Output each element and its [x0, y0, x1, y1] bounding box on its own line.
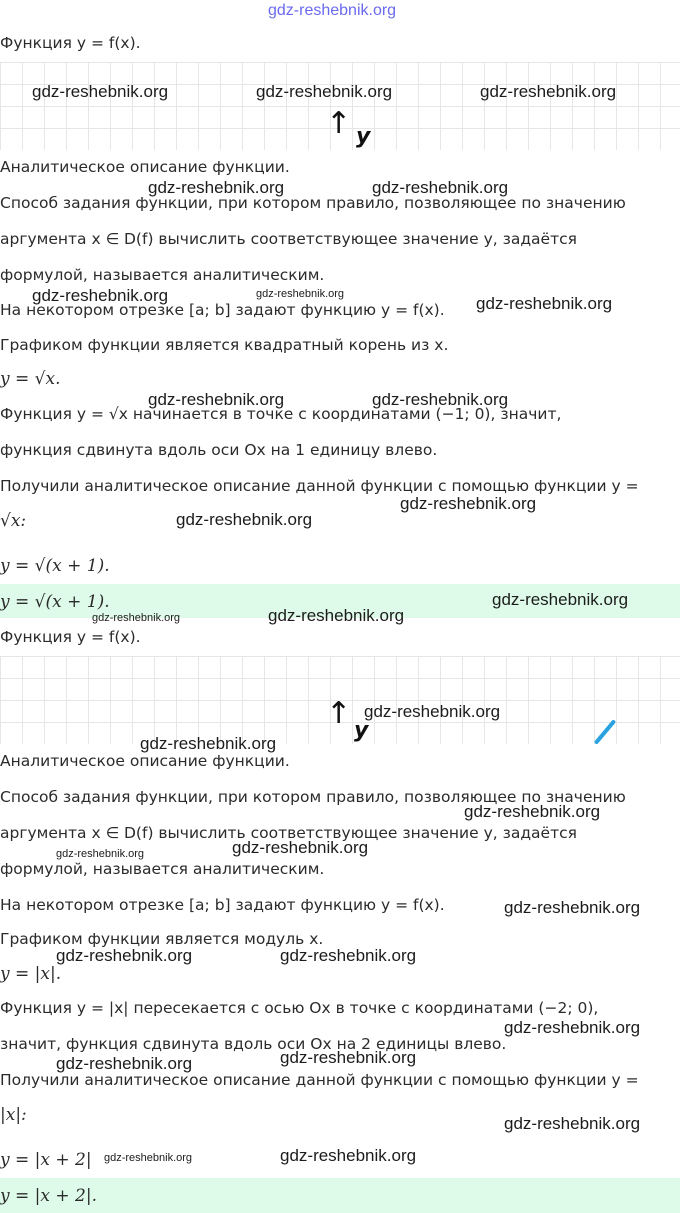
- section1-paragraph4-line2: функция сдвинута вдоль оси Ox на 1 единицу влево.: [0, 441, 438, 459]
- section2-paragraph1-line1: Способ задания функции, при котором правило, позволяющее по значению: [0, 788, 626, 806]
- y-axis-arrow-icon: ↑: [326, 106, 352, 141]
- watermark: gdz-reshebnik.org: [32, 82, 169, 101]
- watermark: gdz-reshebnik.org: [480, 82, 617, 101]
- watermark: gdz-reshebnik.org: [504, 1114, 641, 1133]
- section2-answer-box: [0, 1178, 680, 1213]
- section1-paragraph5-line1: Получили аналитическое описание данной функции с помощью функции y =: [0, 477, 639, 495]
- section1-paragraph2: На некотором отрезке [a; b] задают функцию y = f(x).: [0, 301, 445, 319]
- watermark: gdz-reshebnik.org: [32, 286, 169, 305]
- watermark: gdz-reshebnik.org: [140, 734, 277, 753]
- watermark: gdz-reshebnik.org: [280, 1048, 417, 1067]
- watermark: gdz-reshebnik.org: [504, 1018, 641, 1037]
- section1-paragraph3: Графиком функции является квадратный корень из x.: [0, 336, 449, 354]
- watermark: gdz-reshebnik.org: [176, 510, 313, 529]
- graph-fragment-2: [0, 656, 680, 744]
- watermark: gdz-reshebnik.org: [268, 2, 397, 19]
- y-axis-arrow-icon: ↑: [326, 696, 352, 731]
- watermark: gdz-reshebnik.org: [476, 294, 613, 313]
- section1-paragraph1-line2: аргумента x ∈ D(f) вычислить соответствующее значение y, задаётся: [0, 230, 577, 248]
- section2-answer: y = |x + 2|.: [0, 1186, 97, 1206]
- section2-paragraph5-line1: Получили аналитическое описание данной функции с помощью функции y =: [0, 1071, 639, 1089]
- section2-paragraph1-line3: формулой, называется аналитическим.: [0, 860, 325, 878]
- watermark: gdz-reshebnik.org: [256, 82, 393, 101]
- section1-answer: y = √(x + 1).: [0, 592, 110, 612]
- watermark: gdz-reshebnik.org: [256, 288, 345, 300]
- watermark: gdz-reshebnik.org: [56, 1054, 193, 1073]
- section2-heading: Функция y = f(x).: [0, 628, 141, 646]
- watermark: gdz-reshebnik.org: [464, 802, 601, 821]
- section2-paragraph5-line2: |x|:: [0, 1105, 27, 1125]
- watermark: gdz-reshebnik.org: [280, 1146, 417, 1165]
- section1-equation1: y = √x.: [0, 369, 61, 389]
- section2-paragraph2: На некотором отрезке [a; b] задают функцию y = f(x).: [0, 896, 445, 914]
- section1-paragraph1-line3: формулой, называется аналитическим.: [0, 266, 325, 284]
- watermark: gdz-reshebnik.org: [280, 946, 417, 965]
- section1-paragraph4-line1: Функция y = √x начинается в точке с координатами (−1; 0), значит,: [0, 405, 562, 423]
- graph-fragment-1: [0, 62, 680, 150]
- graph-line-stroke: [594, 719, 616, 744]
- watermark: gdz-reshebnik.org: [400, 494, 537, 513]
- watermark: gdz-reshebnik.org: [492, 590, 629, 609]
- watermark: gdz-reshebnik.org: [372, 178, 509, 197]
- section1-subheading: Аналитическое описание функции.: [0, 158, 290, 176]
- section1-paragraph1-line1: Способ задания функции, при котором правило, позволяющее по значению: [0, 194, 626, 212]
- watermark: gdz-reshebnik.org: [148, 390, 285, 409]
- section2-subheading: Аналитическое описание функции.: [0, 752, 290, 770]
- watermark: gdz-reshebnik.org: [364, 702, 501, 721]
- section1-paragraph5-line2: √x:: [0, 511, 27, 531]
- section2-paragraph4-line1: Функция y = |x| пересекается с осью Ox в точке с координатами (−2; 0),: [0, 999, 599, 1017]
- section2-paragraph3: Графиком функции является модуль x.: [0, 930, 324, 948]
- watermark: gdz-reshebnik.org: [56, 848, 145, 860]
- watermark: gdz-reshebnik.org: [56, 946, 193, 965]
- watermark: gdz-reshebnik.org: [504, 898, 641, 917]
- watermark: gdz-reshebnik.org: [232, 838, 369, 857]
- section2-paragraph1-line2: аргумента x ∈ D(f) вычислить соответствующее значение y, задаётся: [0, 824, 577, 842]
- section2-paragraph4-line2: значит, функция сдвинута вдоль оси Ox на 2 единицы влево.: [0, 1035, 507, 1053]
- section1-heading: Функция y = f(x).: [0, 34, 141, 52]
- watermark: gdz-reshebnik.org: [372, 390, 509, 409]
- axis-label: y: [354, 718, 369, 743]
- watermark: gdz-reshebnik.org: [148, 178, 285, 197]
- section2-equation2: y = |x + 2|: [0, 1150, 92, 1170]
- section1-equation2: y = √(x + 1).: [0, 556, 110, 576]
- watermark: gdz-reshebnik.org: [268, 606, 405, 625]
- section2-equation1: y = |x|.: [0, 964, 62, 984]
- axis-label: y: [356, 124, 371, 149]
- watermark: gdz-reshebnik.org: [104, 1152, 193, 1164]
- watermark: gdz-reshebnik.org: [92, 612, 181, 624]
